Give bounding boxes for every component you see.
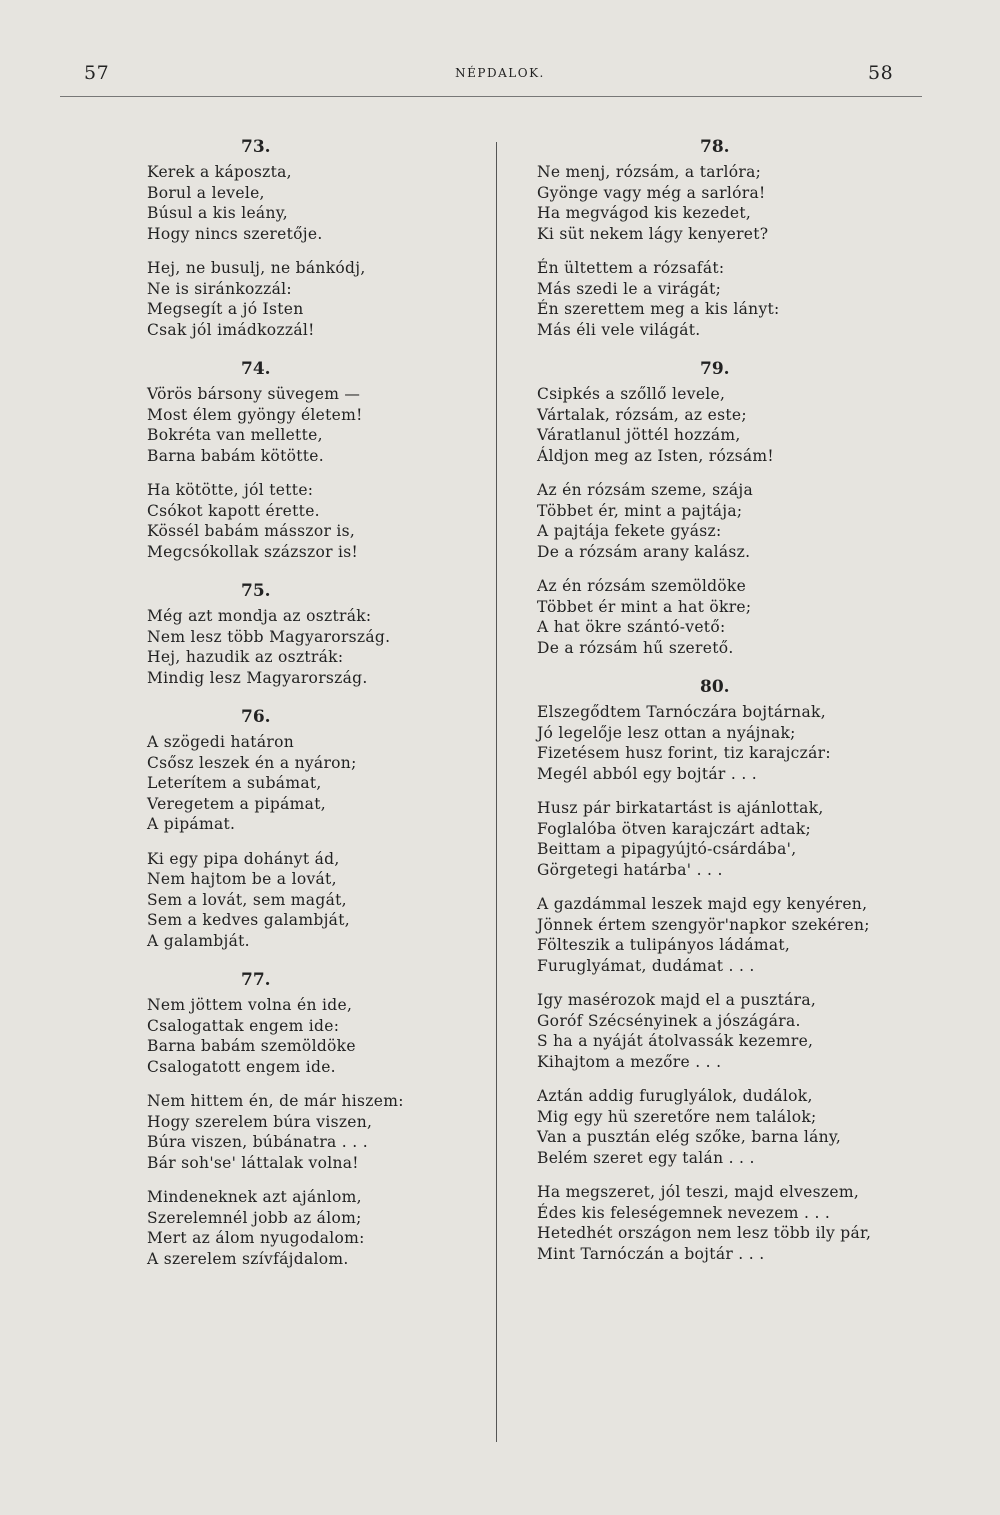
- verse-line: Megsegít a jó Isten: [147, 300, 304, 318]
- verse-line: Én ültettem a rózsafát:: [537, 259, 725, 277]
- verse-line: Elszegődtem Tarnóczára bojtárnak,: [537, 703, 826, 721]
- verse-line: Goróf Szécsényinek a jószágára.: [537, 1011, 801, 1030]
- stanza: [147, 384, 487, 466]
- verse-line: A szögedi határon: [147, 733, 294, 751]
- verse-line: Nem jöttem volna én ide,: [147, 996, 353, 1014]
- stanza: [537, 480, 927, 562]
- poem: [147, 702, 487, 951]
- verse-line: A szerelem szívfájdalom.: [147, 1249, 349, 1268]
- verse-line: Nem lesz több Magyarország.: [147, 627, 391, 646]
- stanza: [147, 480, 487, 562]
- verse-line: Kerek a káposzta,: [147, 163, 292, 181]
- verse-line: Sem a kedves galambját,: [147, 911, 350, 929]
- verse-line: Vártalak, rózsám, az este;: [537, 405, 747, 424]
- verse-line: Az én rózsám szeme, szája: [537, 481, 754, 499]
- stanza: [147, 1091, 487, 1173]
- left-column: [147, 132, 487, 1283]
- stanza: [537, 576, 927, 658]
- verse-line: Más szedi le a virágát;: [537, 279, 722, 298]
- verse-line: Jó legelője lesz ottan a nyájnak;: [537, 723, 796, 742]
- verse-line: Nem hittem én, de már hiszem:: [147, 1092, 404, 1110]
- verse-line: Hej, ne busulj, ne bánkódj,: [147, 259, 366, 277]
- verse-line: Gyönge vagy még a sarlóra!: [537, 183, 766, 202]
- verse-line: Mint Tarnóczán a bojtár . . .: [537, 1244, 765, 1263]
- poem: [147, 576, 487, 688]
- verse-line: Hej, hazudik az osztrák:: [147, 648, 344, 666]
- poem-number: 73.: [241, 137, 271, 157]
- poem-number: 80.: [700, 677, 730, 697]
- verse-line: Fizetésem husz forint, tiz karajczár:: [537, 744, 831, 762]
- poem-number: 78.: [700, 137, 730, 157]
- verse-line: Veregetem a pipámat,: [147, 794, 326, 813]
- verse-line: Többet ér mint a hat ökre;: [537, 597, 752, 616]
- verse-line: Mindig lesz Magyarország.: [147, 668, 368, 687]
- verse-line: Búsul a kis leány,: [147, 204, 288, 222]
- verse-line: A pipámat.: [147, 815, 236, 833]
- verse-line: Barna babám szemöldöke: [147, 1037, 356, 1055]
- stanza: [537, 990, 927, 1072]
- verse-line: Megél abból egy bojtár . . .: [537, 764, 758, 783]
- poem-number: 76.: [241, 707, 271, 727]
- verse-line: Más éli vele világát.: [537, 320, 701, 339]
- verse-line: Csősz leszek én a nyáron;: [147, 753, 357, 772]
- stanza: [537, 798, 927, 880]
- verse-line: Bokréta van mellette,: [147, 426, 323, 444]
- verse-line: De a rózsám hű szerető.: [537, 638, 734, 657]
- poem-number: 74.: [241, 359, 271, 379]
- verse-line: Furuglyámat, dudámat . . .: [537, 956, 755, 975]
- verse-line: Búra viszen, búbánatra . . .: [147, 1133, 368, 1151]
- verse-line: Csipkés a szőllő levele,: [537, 385, 726, 403]
- verse-line: Barna babám kötötte.: [147, 446, 324, 465]
- verse-line: Bár soh'se' láttalak volna!: [147, 1153, 359, 1172]
- stanza: [537, 258, 927, 340]
- verse-line: A galambját.: [147, 931, 250, 950]
- stanza: [147, 995, 487, 1077]
- verse-line: Ha kötötte, jól tette:: [147, 481, 314, 499]
- verse-line: De a rózsám arany kalász.: [537, 542, 751, 561]
- verse-line: Hetedhét országon nem lesz több ily pár,: [537, 1224, 872, 1242]
- header-rule: [60, 96, 922, 97]
- verse-line: Van a pusztán elég szőke, barna lány,: [537, 1128, 842, 1146]
- verse-line: Csak jól imádkozzál!: [147, 320, 315, 339]
- poem: [147, 354, 487, 562]
- verse-line: Édes kis feleségemnek nevezem . . .: [537, 1203, 831, 1222]
- verse-line: Csókot kapott érette.: [147, 501, 320, 520]
- poem-number: 75.: [241, 581, 271, 601]
- stanza: [537, 894, 927, 976]
- stanza: [147, 732, 487, 835]
- poem: [147, 965, 487, 1269]
- verse-line: Csalogattak engem ide:: [147, 1016, 340, 1035]
- verse-line: Ne is siránkozzál:: [147, 279, 292, 298]
- verse-line: Ha megvágod kis kezedet,: [537, 204, 752, 222]
- verse-line: Hogy nincs szeretője.: [147, 224, 323, 243]
- stanza: [147, 1187, 487, 1269]
- verse-line: Megcsókollak százszor is!: [147, 542, 359, 561]
- verse-line: Husz pár birkatartást is ajánlottak,: [537, 799, 824, 817]
- verse-line: Ha megszeret, jól teszi, majd elveszem,: [537, 1183, 860, 1201]
- right-column: [537, 132, 927, 1278]
- verse-line: Fölteszik a tulipányos ládámat,: [537, 936, 791, 954]
- verse-line: Mert az álom nyugodalom:: [147, 1229, 365, 1247]
- verse-line: A hat ökre szántó-vető:: [537, 618, 726, 636]
- verse-line: Nem hajtom be a lovát,: [147, 870, 337, 888]
- stanza: [537, 162, 927, 244]
- stanza: [147, 258, 487, 340]
- running-title: NÉPDALOK.: [455, 66, 545, 80]
- stanza: [147, 606, 487, 688]
- verse-line: Mindeneknek azt ajánlom,: [147, 1188, 362, 1206]
- stanza: [537, 702, 927, 784]
- poem-number: 79.: [700, 359, 730, 379]
- verse-line: Leterítem a subámat,: [147, 774, 322, 792]
- verse-line: Az én rózsám szemöldöke: [537, 577, 747, 595]
- verse-line: Beittam a pipagyújtó-csárdába',: [537, 840, 797, 858]
- verse-line: Ki süt nekem lágy kenyeret?: [537, 224, 769, 243]
- verse-line: A pajtája fekete gyász:: [537, 522, 722, 540]
- verse-line: Csalogatott engem ide.: [147, 1057, 336, 1076]
- verse-line: Sem a lovát, sem magát,: [147, 890, 347, 909]
- stanza: [147, 849, 487, 952]
- verse-line: A gazdámmal leszek majd egy kenyéren,: [537, 895, 868, 913]
- verse-line: Most élem gyöngy életem!: [147, 405, 363, 424]
- verse-line: Váratlanul jöttél hozzám,: [537, 426, 741, 444]
- stanza: [537, 384, 927, 466]
- verse-line: Foglalóba ötven karajczárt adtak;: [537, 819, 812, 838]
- left-page-number: 57: [84, 62, 110, 84]
- verse-line: Hogy szerelem búra viszen,: [147, 1112, 373, 1131]
- verse-line: Aztán addig furuglyálok, dudálok,: [537, 1087, 813, 1105]
- verse-line: Mig egy hü szeretőre nem találok;: [537, 1107, 817, 1126]
- verse-line: Szerelemnél jobb az álom;: [147, 1208, 362, 1227]
- stanza: [537, 1086, 927, 1168]
- verse-line: Jönnek értem szengyör'napkor szekéren;: [537, 915, 870, 934]
- verse-line: Görgetegi határba' . . .: [537, 860, 723, 879]
- verse-line: Többet ér, mint a pajtája;: [537, 501, 743, 520]
- stanza: [537, 1182, 927, 1264]
- verse-line: Igy masérozok majd el a pusztára,: [537, 991, 817, 1009]
- poem-number: 77.: [241, 970, 271, 990]
- verse-line: Áldjon meg az Isten, rózsám!: [537, 446, 774, 465]
- verse-line: S ha a nyáját átolvassák kezemre,: [537, 1032, 814, 1050]
- column-divider: [496, 142, 497, 1442]
- verse-line: Ki egy pipa dohányt ád,: [147, 849, 340, 868]
- poem: [147, 132, 487, 340]
- verse-line: Vörös bársony süvegem —: [147, 385, 361, 403]
- verse-line: Még azt mondja az osztrák:: [147, 607, 372, 625]
- stanza: [147, 162, 487, 244]
- verse-line: Borul a levele,: [147, 183, 265, 202]
- verse-line: Ne menj, rózsám, a tarlóra;: [537, 163, 762, 181]
- poem: [537, 354, 927, 658]
- poem: [537, 672, 927, 1264]
- poem: [537, 132, 927, 340]
- verse-line: Belém szeret egy talán . . .: [537, 1148, 755, 1167]
- verse-line: Én szerettem meg a kis lányt:: [537, 300, 780, 318]
- verse-line: Kihajtom a mezőre . . .: [537, 1052, 722, 1071]
- verse-line: Kössél babám másszor is,: [147, 522, 356, 540]
- right-page-number: 58: [868, 62, 894, 84]
